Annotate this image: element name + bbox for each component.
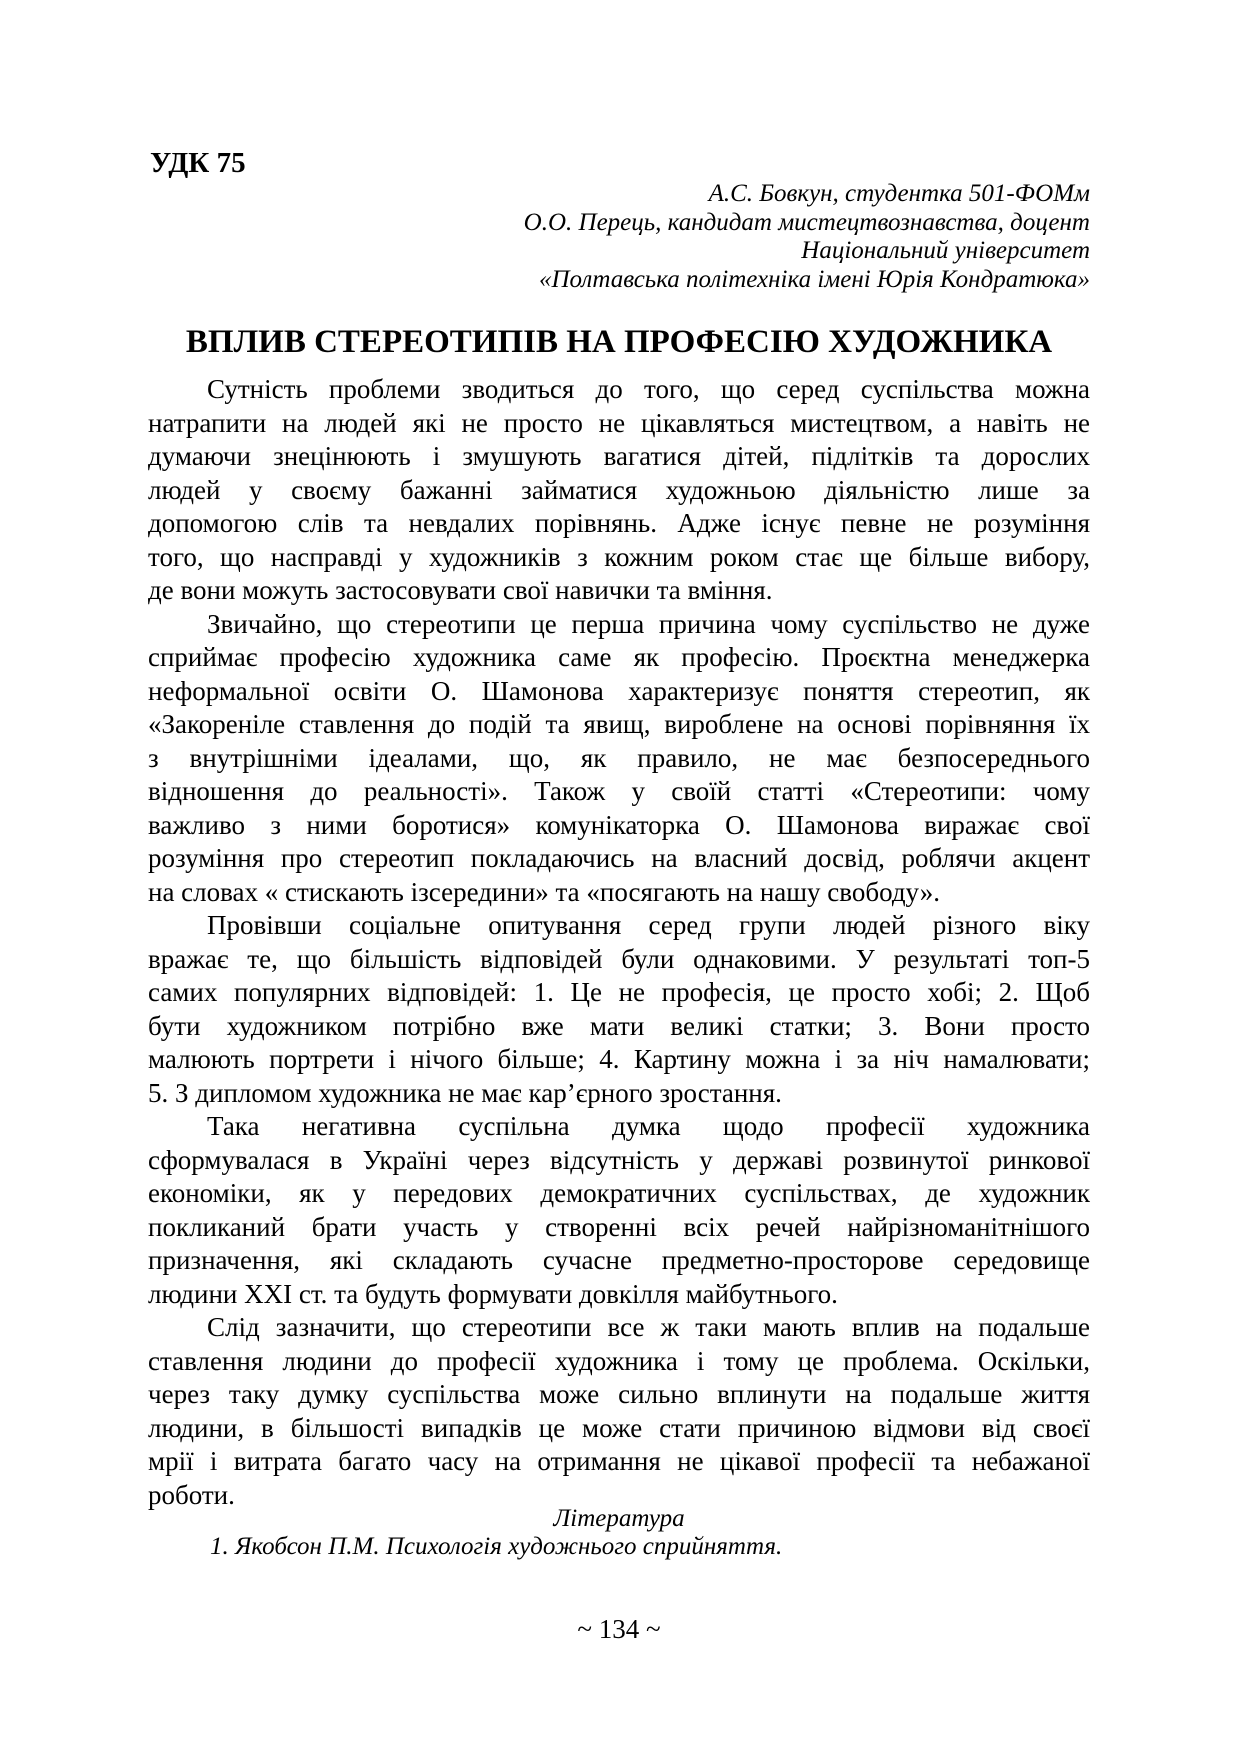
author-line: О.О. Перець, кандидат мистецтвознавства, доцент [523,208,1090,236]
line-text: мрії і витрата багато часу на отримання не цікавої професії та небажаної [148,1446,1090,1476]
paragraph-line [148,1177,1090,1211]
paragraph-line [148,742,1090,776]
author-line: А.С. Бовкун, студентка 501-ФОМм [708,180,1090,207]
paragraph-line [148,1010,1090,1044]
line-text: натрапити на людей які не просто не цікавляться мистецтвом, а навіть не [148,407,1090,438]
paragraph-line [148,641,1090,675]
paragraph-line [148,842,1090,876]
paragraph-line [148,708,1090,742]
line-text: ставлення людини до професії художника і тому це проблема. Оскільки, [148,1345,1090,1376]
line-text: вражає те, що більшість відповідей були однаковими. У результаті топ-5 [148,943,1090,974]
paragraph-line [148,976,1090,1010]
paragraph-line [148,608,1090,642]
paragraph-line [148,541,1090,575]
affiliation-line: «Полтавська політехніка імені Юрія Кондратюка» [539,265,1090,293]
line-text: сформувалася в Україні через відсутність у державі розвинутої ринкової [148,1144,1090,1175]
paragraph-line [148,1412,1090,1446]
paragraph-line [148,909,1090,943]
line-text: призначення, які складають сучасне предметно-просторове середовище [148,1245,1090,1275]
line-text: людей у своєму бажанні займатися художньою діяльністю лише за [148,474,1090,505]
paragraph-line [148,1144,1090,1178]
paragraph-line [148,1244,1090,1278]
article-body [148,373,1090,1512]
line-text: Така негативна суспільна думка щодо професії художника [207,1111,1090,1141]
author-block [524,180,1090,294]
paragraph-line [148,809,1090,843]
paragraph-line [148,1311,1090,1345]
paragraph-line [148,1378,1090,1412]
paragraph-line [148,474,1090,508]
paragraph-line [148,775,1090,809]
line-text: Сутність проблеми зводиться до того, що серед суспільства можна [207,374,1090,404]
line-text: бути художником потрібно вже мати великі статки; 3. Вони просто [148,1010,1090,1041]
references-heading: Література [553,1505,685,1532]
line-text: людини, в більшості випадків це може стати причиною відмови від своєї [148,1412,1090,1443]
line-text: економіки, як у передових демократичних суспільствах, де художник [148,1178,1090,1208]
line-text: «Закореніле ставлення до подій та явищ, вироблене на основі порівняння їх [148,709,1090,739]
line-text: 5. З дипломом художника не має кар’єрного зростання. [148,1077,782,1108]
line-text: допомогою слів та невдалих порівнянь. Адже існує певне не розуміння [148,508,1090,538]
reference-item: 1. Якобсон П.М. Психологія художнього сприйняття. [210,1533,783,1560]
line-text: Слід зазначити, що стереотипи все ж таки мають вплив на подальше [207,1312,1090,1342]
paragraph-line [148,876,1090,910]
article-title: ВПЛИВ СТЕРЕОТИПІВ НА ПРОФЕСІЮ ХУДОЖНИКА [185,324,1053,360]
paragraph-line [148,943,1090,977]
line-text: людини XXI ст. та будуть формувати довкілля майбутнього. [148,1278,838,1309]
page-number: ~ 134 ~ [577,1614,661,1644]
paragraph-line [148,1345,1090,1379]
line-text: самих популярних відповідей: 1. Це не професія, це просто хобі; 2. Щоб [148,977,1090,1007]
paragraph-line [148,1077,1090,1111]
line-text: Провівши соціальне опитування серед групи людей різного віку [207,910,1090,940]
line-text: покликаний брати участь у створенні всіх речей найрізноманітнішого [148,1211,1090,1242]
line-text: сприймає професію художника саме як професію. Проєктна менеджерка [148,642,1090,672]
line-text: з внутрішніми ідеалами, що, як правило, не має безпосереднього [148,742,1090,773]
paragraph-line [148,574,1090,608]
paragraph-line [148,1110,1090,1144]
line-text: розуміння про стереотип покладаючись на власний досвід, роблячи акцент [148,843,1090,873]
paragraph-line [148,1278,1090,1312]
paragraph-line [148,507,1090,541]
line-text: малюють портрети і нічого більше; 4. Картину можна і за ніч намалювати; [148,1044,1090,1074]
line-text: роботи. [148,1479,235,1510]
paragraph-line [148,675,1090,709]
line-text: відношення до реальності». Також у своїй статті «Стереотипи: чому [148,776,1090,806]
line-text: Звичайно, що стереотипи це перша причина чому суспільство не дуже [207,608,1090,639]
line-text: на словах « стискають ізсередини» та «посягають на нашу свободу». [148,876,940,907]
line-text: важливо з ними боротися» комунікаторка О. Шамонова виражає свої [148,809,1090,840]
line-text: де вони можуть застосовувати свої навички та вміння. [148,575,773,605]
udk-code: УДК 75 [150,147,246,179]
paragraph-line [148,1043,1090,1077]
affiliation-line: Національний університет [801,237,1090,264]
paragraph-line [148,373,1090,407]
paragraph-line [148,1211,1090,1245]
paragraph-line [148,407,1090,441]
line-text: неформальної освіти О. Шамонова характеризує поняття стереотип, як [148,675,1090,706]
line-text: думаючи знецінюють і змушують вагатися дітей, підлітків та дорослих [148,441,1090,471]
paragraph-line [148,1445,1090,1479]
line-text: через таку думку суспільства може сильно вплинути на подальше життя [148,1379,1090,1409]
paragraph-line [148,440,1090,474]
line-text: того, що насправді у художників з кожним роком стає ще більше вибору, [148,541,1090,572]
